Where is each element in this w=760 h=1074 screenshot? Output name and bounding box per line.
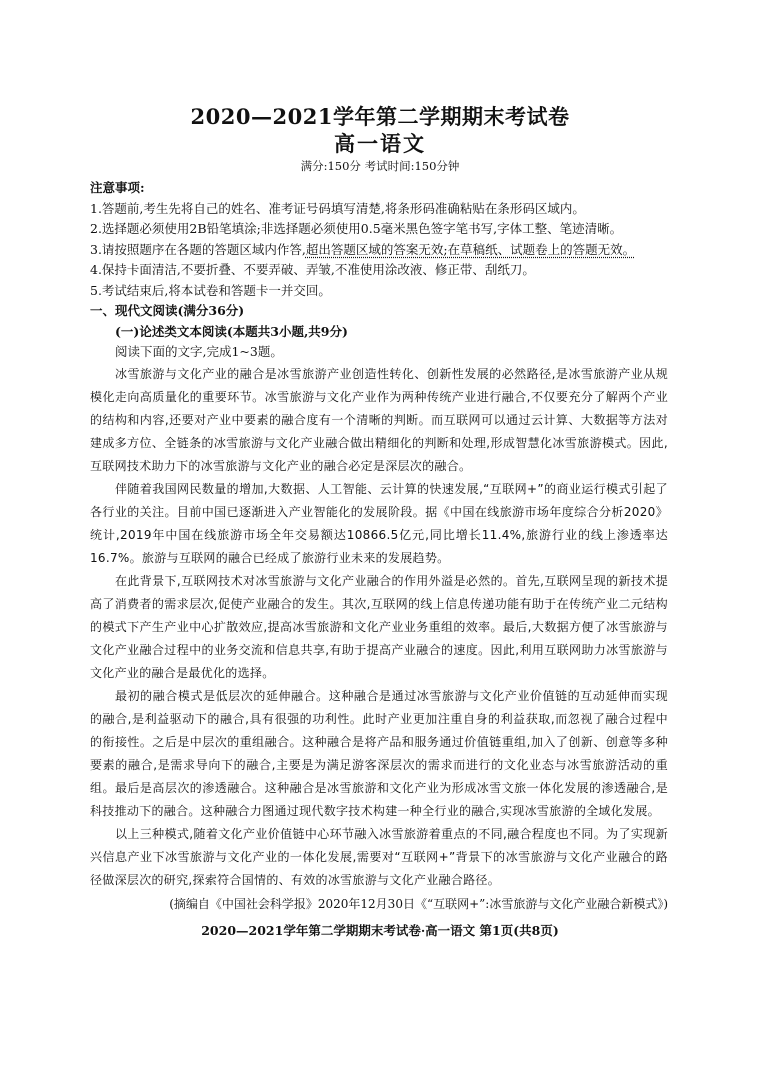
passage-paragraph-1: 冰雪旅游与文化产业的融合是冰雪旅游产业创造性转化、创新性发展的必然路径,是冰雪旅游产业从规模化走向高质量化的重要环节。冰雪旅游与文化产业作为两种传统产业进行融合,不仅要充分了解两个产业的结构和内容,还要对产业中要素的融合度有一个清晰的判断。而互联网可以通过云计算、大数据等方法对建成多方位、全链条的冰雪旅游与文化产业融合做出精细化的判断和处理,形成智慧化冰雪旅游模式。因此,互联网技术助力下的冰雪旅游与文化产业的融合必定是深层次的融合。 [90,366,668,473]
notice-item-3-text: 3.请按照题序在各题的答题区域内作答, [90,241,306,257]
section-heading: 一、现代文阅读(满分36分) [90,303,245,318]
notice-item-3-emphasis: 超出答题区域的答案无效;在草稿纸、试题卷上的答题无效。 [305,241,636,257]
notice-section [90,178,668,301]
exam-title: 2020—2021学年第二学期期末考试卷 [190,104,570,129]
exam-subject: 高一语文 [334,131,426,156]
reading-instruction: 阅读下面的文字,完成1~3题。 [115,344,283,359]
score-and-time: 满分:150分 考试时间:150分钟 [300,159,460,173]
subsection-heading: (一)论述类文本阅读(本题共3小题,共9分) [115,323,348,339]
page-footer: 2020—2021学年第二学期期末考试卷·高一语文 第1页(共8页) [201,923,559,938]
reading-passage [90,363,668,892]
passage-paragraph-5: 以上三种模式,随着文化产业价值链中心环节融入冰雪旅游着重点的不同,融合程度也不同。为了实现新兴信息产业下冰雪旅游与文化产业的一体化发展,需要对“互联网+”背景下的冰雪旅游与文化产业融合的路径做深层次的研究,探索符合国情的、有效的冰雪旅游与文化产业融合路径。 [90,826,668,887]
notice-heading: 注意事项: [90,180,145,195]
notice-item-2: 2.选择题必须使用2B铅笔填涂;非选择题必须使用0.5毫米黑色签字笔书写,字体工整、笔迹清晰。 [90,221,623,236]
notice-item-4: 4.保持卡面清洁,不要折叠、不要弄破、弄皱,不准使用涂改液、修正带、刮纸刀。 [90,262,535,277]
passage-paragraph-2: 伴随着我国网民数量的增加,大数据、人工智能、云计算的快速发展,“互联网+”的商业运行模式引起了各行业的关注。目前中国已逐渐进入产业智能化的发展阶段。据《中国在线旅游市场年度综合分析2020》统计,2019年中国在线旅游市场全年交易额达10866.5亿元,同比增长11.4%,旅游行业的线上渗透率达16.7%。旅游与互联网的融合已经成了旅游行业未来的发展趋势。 [90,481,668,565]
passage-source: (摘编自《中国社会科学报》2020年12月30日《“互联网+”:冰雪旅游与文化产业融合新模式》) [169,896,668,911]
passage-paragraph-4: 最初的融合模式是低层次的延伸融合。这种融合是通过冰雪旅游与文化产业价值链的互动延伸而实现的融合,是利益驱动下的融合,具有很强的功利性。此时产业更加注重自身的利益获取,而忽视了融合过程中的衔接性。之后是中层次的重组融合。这种融合是将产品和服务通过价值链重组,加入了创新、创意等多种要素的融合,是需求导向下的融合,主要是为满足游客深层次的需求而进行的文化业态与冰雪旅游活动的重组。最后是高层次的渗透融合。这种融合是冰雪旅游和文化产业为形成冰雪文旅一体化发展的渗透融合,是科技推动下的融合。这种融合力图通过现代数字技术构建一种全行业的融合,实现冰雪旅游的全域化发展。 [90,688,668,818]
exam-body [90,178,668,914]
notice-item-1: 1.答题前,考生先将自己的姓名、准考证号码填写清楚,将条形码准确粘贴在条形码区域内。 [90,200,585,216]
notice-item-3 [90,240,668,261]
passage-paragraph-3: 在此背景下,互联网技术对冰雪旅游与文化产业融合的作用外溢是必然的。首先,互联网呈现的新技术提高了消费者的需求层次,促使产业融合的发生。其次,互联网的线上信息传递功能有助于在传统产业二元结构的模式下产生产业中心扩散效应,提高冰雪旅游和文化产业业务重组的效率。最后,大数据方便了冰雪旅游与文化产业融合过程中的业务交流和信息共享,有助于提高产业融合的速度。因此,利用互联网助力冰雪旅游与文化产业的融合是最优化的选择。 [90,573,668,680]
notice-item-5: 5.考试结束后,将本试卷和答题卡一并交回。 [90,282,331,298]
